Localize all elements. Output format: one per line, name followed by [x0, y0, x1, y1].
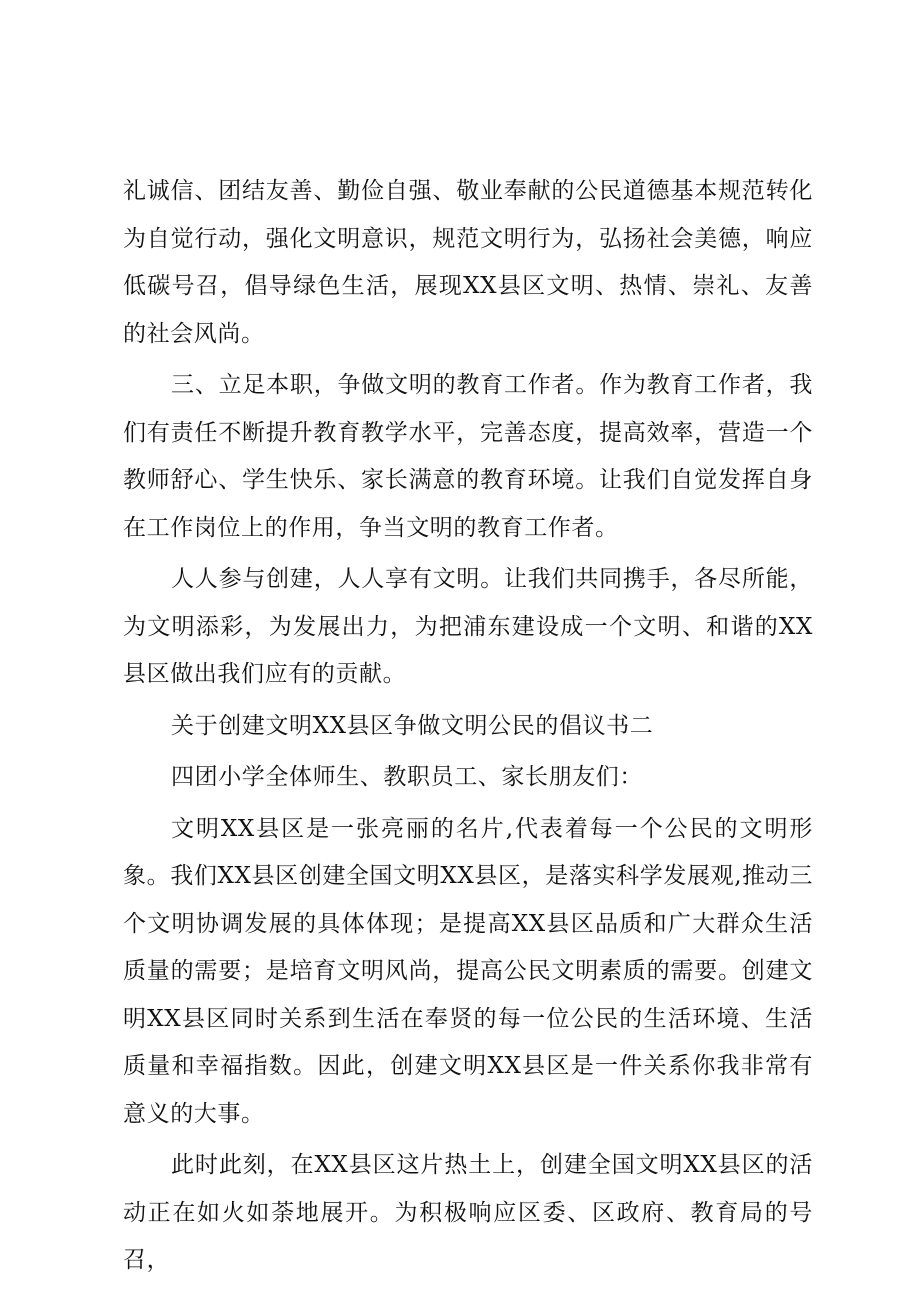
paragraph-closing: 人人参与创建，人人享有文明。让我们共同携手，各尽所能，为文明添彩，为发展出力，为把浦东建设成一个文明、和谐的XX县区做出我们应有的贡献。 [123, 566, 813, 687]
paragraph-continued-civility: 礼诚信、团结友善、勤俭自强、敬业奉献的公民道德基本规范转化为自觉行动，强化文明意识，规范文明行为，弘扬社会美德，响应低碳号召，倡导绿色生活，展现XX县区文明、热情、崇礼、友善的社会风尚。 [123, 178, 813, 347]
salutation: 四团小学全体师生、教职员工、家长朋友们： [171, 764, 643, 790]
paragraph-now: 此时此刻，在XX县区这片热土上，创建全国文明XX县区的活动正在如火如荼地展开。为积极响应区委、区政府、教育局的号召， [123, 1152, 813, 1273]
paragraph-intro: 文明XX县区是一张亮丽的名片,代表着每一个公民的文明形象。我们XX县区创建全国文明XX县区，是落实科学发展观,推动三个文明协调发展的具体体现；是提高XX县区品质和广大群众生活质量的需要；是培育文明风尚，提高公民文明素质的需要。创建文明XX县区同时关系到生活在奉贤的每一位公民的生活环境、生活质量和幸福指数。因此，创建文明XX县区是一件关系你我非常有意义的大事。 [123, 815, 813, 1127]
section-title: 关于创建文明XX县区争做文明公民的倡议书二 [171, 712, 654, 739]
paragraph-point-three: 三、立足本职，争做文明的教育工作者。作为教育工作者，我们有责任不断提升教育教学水平，完善态度，提高效率，营造一个教师舒心、学生快乐、家长满意的教育环境。让我们自觉发挥自身在工作岗位上的作用，争当文明的教育工作者。 [123, 372, 813, 541]
document-body [123, 168, 813, 1285]
